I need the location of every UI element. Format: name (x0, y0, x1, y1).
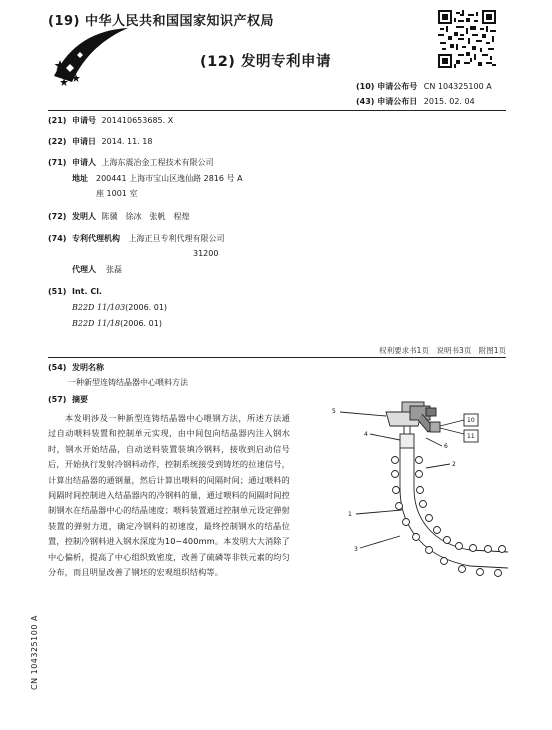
figure-label: 11 (467, 433, 475, 440)
ipc-code: B22D 11/103 (72, 303, 126, 312)
filing-date: 2014. 11. 18 (101, 137, 153, 146)
invention-title: 一种新型连铸结晶器中心喂料方法 (68, 378, 188, 387)
inventors: 陈骥 徐冰 张帆 程煌 (101, 212, 190, 221)
page-count-info: 权利要求书1页 说明书3页 附图1页 (379, 346, 506, 355)
publication-date-label: (43) 申请公布日 (356, 97, 418, 106)
figure-label: 3 (354, 546, 358, 553)
inventors-field (48, 211, 190, 223)
application-number-label: 申请号 (72, 116, 96, 125)
ipc-field (48, 286, 102, 298)
agent-label: 代理人 (72, 265, 96, 274)
inventors-label: 发明人 (72, 212, 96, 221)
field-number: (74) (48, 234, 67, 243)
field-number: (51) (48, 287, 67, 296)
cnipa-logo (50, 24, 132, 86)
side-publication-code: CN 104325100 A (30, 615, 39, 690)
address-label: 地址 (72, 174, 88, 183)
application-number: 201410653685. X (101, 116, 174, 125)
field-number: (72) (48, 212, 67, 221)
abstract-figure (330, 398, 510, 603)
filing-date-label: 申请日 (72, 137, 96, 146)
publication-number-row (356, 81, 492, 92)
applicant-field (48, 157, 214, 169)
document-type-title: (12) 发明专利申请 (200, 54, 331, 70)
applicant-name: 上海东震冶金工程技术有限公司 (101, 158, 214, 167)
field-number: (71) (48, 158, 67, 167)
section-divider (48, 357, 506, 358)
figure-label: 5 (332, 408, 336, 415)
ipc-code: B22D 11/18 (72, 319, 121, 328)
field-number: (22) (48, 137, 67, 146)
invention-title-label: 发明名称 (72, 363, 104, 372)
figure-label: 4 (364, 431, 368, 438)
publication-number: CN 104325100 A (423, 82, 492, 91)
agency-name: 上海正旦专利代理有限公司 (128, 234, 225, 243)
agency-code: 31200 (193, 249, 219, 258)
application-number-field (48, 115, 173, 127)
abstract-text: 本发明涉及一种新型连铸结晶器中心喂钢方法，所述方法通过自动喂料装置和控制单元实现，由中间包向结晶器内注入钢水时，钢水开始结晶，自动送料装置装填冷钢料，接收到启动信号后，开始执行发射冷钢料动作，控制系统接受到铸坯的拉速信号，计算出结晶器的通钢量，然后计算出喂料的间隔时间；通过喂料的间隔时间控制进入结晶器内的冷钢料的量，通过喂料的间隔时间控制钢水在结晶器中心的结晶速度；喂料装置通过控制单元设定弹射装置的弹射力道，确定冷钢料的初速度，最终控制钢水的结晶位置，控制冷钢料进入钢水深度为10~400mm。本发明大大消除了中心偏析，提高了中心组织致密度，改善了硫磷等非铁元素的均匀分布，而且明显改善了钢坯的宏观组织结构等。 (48, 413, 290, 578)
ipc-label: Int. Cl. (72, 287, 102, 296)
abstract-label: 摘要 (72, 395, 88, 404)
invention-title-field (48, 362, 104, 374)
qr-code-icon (438, 10, 496, 68)
field-number: (54) (48, 363, 67, 372)
abstract-field (48, 394, 88, 406)
figure-label: 6 (444, 443, 448, 450)
ipc-date: (2006. 01) (120, 319, 162, 328)
address-line-1: 200441 上海市宝山区逸仙路 2816 号 A (96, 174, 243, 183)
agency-label: 专利代理机构 (72, 234, 120, 243)
ipc-class-2 (72, 318, 162, 330)
field-number: (21) (48, 116, 67, 125)
figure-label: 2 (452, 461, 456, 468)
publication-date: 2015. 02. 04 (423, 97, 475, 106)
agency-field (48, 233, 225, 245)
header-divider (48, 110, 506, 111)
figure-label: 1 (348, 511, 352, 518)
figure-label: 10 (467, 417, 475, 424)
ipc-date: (2006. 01) (125, 303, 168, 312)
office-header: (19) 中华人民共和国国家知识产权局 (48, 14, 274, 29)
filing-date-field (48, 136, 152, 148)
applicant-label: 申请人 (72, 158, 96, 167)
ipc-class-1 (72, 302, 167, 314)
publication-date-row (356, 96, 475, 107)
agent-name: 张磊 (106, 265, 122, 274)
field-number: (57) (48, 395, 67, 404)
address-line-2: 座 1001 室 (96, 189, 138, 198)
publication-number-label: (10) 申请公布号 (356, 82, 418, 91)
